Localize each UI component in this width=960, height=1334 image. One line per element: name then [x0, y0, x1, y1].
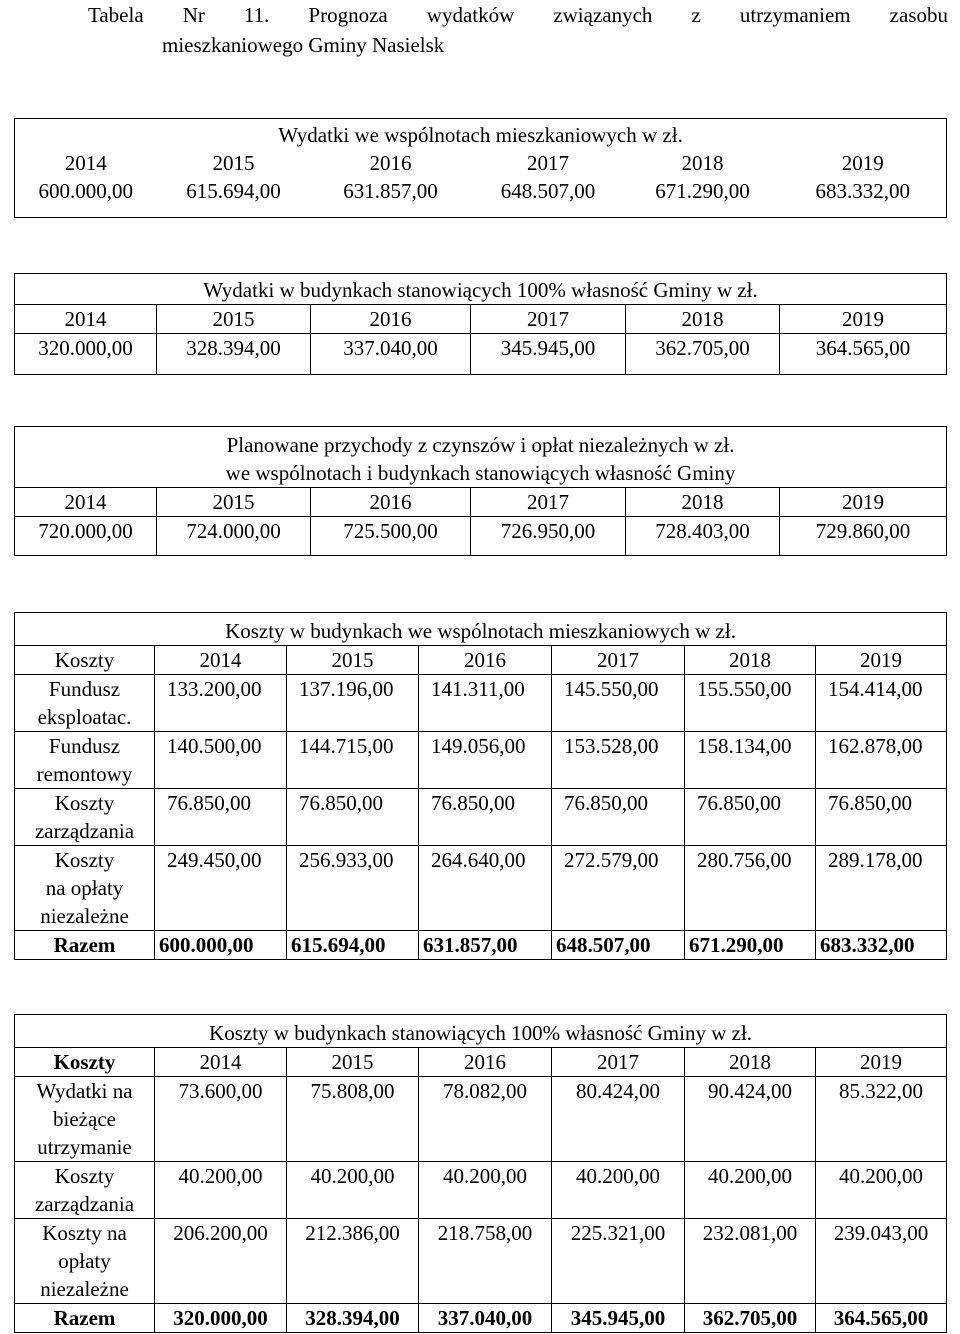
value-cell: 212.386,00 [287, 1219, 419, 1304]
table-row [15, 846, 947, 931]
gmina-buildings-costs-table [14, 1014, 947, 1333]
total-value: 337.040,00 [419, 1304, 552, 1333]
value-cell: 218.758,00 [419, 1219, 552, 1304]
year-cell: 2018 [626, 305, 780, 334]
year-cell: 2014 [15, 305, 157, 334]
value-cell: 78.082,00 [419, 1077, 552, 1162]
value-cell: 133.200,00 [155, 675, 287, 732]
value-cell: 162.878,00 [816, 732, 947, 789]
value-cell: 328.394,00 [157, 334, 311, 375]
value-cell: 726.950,00 [471, 517, 626, 556]
value-cell: 85.322,00 [816, 1077, 947, 1162]
value-cell: 76.850,00 [419, 789, 552, 846]
year-cell: 2015 [157, 305, 311, 334]
value-cell: 149.056,00 [419, 732, 552, 789]
row-label: Wydatki na bieżące utrzymanie [15, 1077, 155, 1162]
total-value: 320.000,00 [155, 1304, 287, 1333]
value-cell: 75.808,00 [287, 1077, 419, 1162]
value-cell: 631.857,00 [311, 177, 471, 218]
value-cell: 364.565,00 [780, 334, 947, 375]
year-cell: 2018 [681, 151, 724, 175]
value-cell: 158.134,00 [685, 732, 816, 789]
value-cell: 76.850,00 [552, 789, 685, 846]
value-cell: 40.200,00 [287, 1162, 419, 1219]
year-cell: 2016 [369, 151, 412, 175]
table-title: Wydatki w budynkach stanowiących 100% własność Gminy w zł. [15, 274, 947, 305]
value-cell: 40.200,00 [552, 1162, 685, 1219]
value-cell: 73.600,00 [155, 1077, 287, 1162]
row-label: Fundusz eksploatac. [15, 675, 155, 732]
total-label: Razem [15, 931, 155, 960]
table-title: Planowane przychody z czynszów i opłat niezależnych w zł. [15, 427, 947, 460]
header-cell: Koszty [15, 646, 155, 675]
caption-line-2: mieszkaniowego Gminy Nasielsk [162, 33, 445, 57]
year-cell: 2017 [471, 488, 626, 517]
value-cell: 729.860,00 [780, 517, 947, 556]
header-cell: 2019 [816, 1048, 947, 1077]
row-label: Koszty na opłaty niezależne [15, 846, 155, 931]
wspolnoty-expenses-table [14, 118, 947, 218]
value-cell: 76.850,00 [155, 789, 287, 846]
table-title: Koszty w budynkach stanowiących 100% własność Gminy w zł. [15, 1015, 947, 1048]
total-value: 362.705,00 [685, 1304, 816, 1333]
value-cell: 76.850,00 [816, 789, 947, 846]
total-value: 364.565,00 [816, 1304, 947, 1333]
value-cell: 76.850,00 [685, 789, 816, 846]
header-cell: 2016 [419, 646, 552, 675]
header-cell: 2019 [816, 646, 947, 675]
year-cell: 2017 [527, 151, 569, 175]
value-cell: 720.000,00 [15, 517, 157, 556]
value-cell: 232.081,00 [685, 1219, 816, 1304]
value-cell: 40.200,00 [155, 1162, 287, 1219]
value-cell: 225.321,00 [552, 1219, 685, 1304]
value-cell: 155.550,00 [685, 675, 816, 732]
table-row [15, 675, 947, 732]
total-value: 615.694,00 [287, 931, 419, 960]
value-cell: 239.043,00 [816, 1219, 947, 1304]
header-cell: 2016 [419, 1048, 552, 1077]
value-cell: 600.000,00 [15, 177, 157, 218]
table-row [15, 1077, 947, 1162]
year-cell: 2017 [471, 305, 626, 334]
value-cell: 264.640,00 [419, 846, 552, 931]
value-cell: 80.424,00 [552, 1077, 685, 1162]
value-cell: 137.196,00 [287, 675, 419, 732]
value-cell: 280.756,00 [685, 846, 816, 931]
value-cell: 728.403,00 [626, 517, 780, 556]
value-cell: 145.550,00 [552, 675, 685, 732]
header-cell: 2017 [552, 646, 685, 675]
value-cell: 90.424,00 [685, 1077, 816, 1162]
value-cell: 144.715,00 [287, 732, 419, 789]
table-subtitle: we wspólnotach i budynkach stanowiących własność Gminy [15, 459, 947, 488]
total-value: 683.332,00 [816, 931, 947, 960]
value-cell: 249.450,00 [155, 846, 287, 931]
year-cell: 2016 [311, 305, 471, 334]
year-cell: 2019 [780, 488, 947, 517]
table-title: Koszty w budynkach we wspólnotach mieszkaniowych w zł. [15, 613, 947, 646]
value-cell: 154.414,00 [816, 675, 947, 732]
year-cell: 2019 [780, 149, 947, 177]
table-caption [88, 0, 948, 60]
value-cell: 648.507,00 [471, 177, 626, 218]
caption-line-1: Tabela Nr 11. Prognoza wydatków związanych z utrzymaniem zasobu [88, 3, 948, 27]
year-cell: 2015 [157, 488, 311, 517]
value-cell: 141.311,00 [419, 675, 552, 732]
table-row [15, 789, 947, 846]
value-cell: 671.290,00 [626, 177, 780, 218]
planned-income-table [14, 426, 947, 556]
header-cell: 2017 [552, 1048, 685, 1077]
year-cell: 2019 [780, 305, 947, 334]
total-value: 631.857,00 [419, 931, 552, 960]
value-cell: 683.332,00 [780, 177, 947, 218]
year-cell: 2014 [15, 488, 157, 517]
total-value: 600.000,00 [155, 931, 287, 960]
wspolnoty-costs-table [14, 612, 947, 960]
row-label: Fundusz remontowy [15, 732, 155, 789]
value-cell: 724.000,00 [157, 517, 311, 556]
value-cell: 40.200,00 [685, 1162, 816, 1219]
year-cell: 2016 [311, 488, 471, 517]
value-cell: 345.945,00 [471, 334, 626, 375]
table-row [15, 732, 947, 789]
value-cell: 289.178,00 [816, 846, 947, 931]
value-cell: 76.850,00 [287, 789, 419, 846]
value-cell: 337.040,00 [311, 334, 471, 375]
value-cell: 362.705,00 [626, 334, 780, 375]
total-label: Razem [15, 1304, 155, 1333]
header-cell: 2014 [155, 1048, 287, 1077]
header-cell: 2015 [287, 646, 419, 675]
value-cell: 40.200,00 [419, 1162, 552, 1219]
total-value: 345.945,00 [552, 1304, 685, 1333]
year-cell: 2018 [626, 488, 780, 517]
value-cell: 206.200,00 [155, 1219, 287, 1304]
table-row [15, 1219, 947, 1304]
value-cell: 256.933,00 [287, 846, 419, 931]
total-value: 328.394,00 [287, 1304, 419, 1333]
total-row [15, 931, 947, 960]
row-label: Koszty zarządzania [15, 789, 155, 846]
row-label: Koszty zarządzania [15, 1162, 155, 1219]
value-cell: 320.000,00 [15, 334, 157, 375]
header-cell: 2015 [287, 1048, 419, 1077]
value-cell: 153.528,00 [552, 732, 685, 789]
year-cell: 2014 [15, 149, 157, 177]
value-cell: 725.500,00 [311, 517, 471, 556]
header-cell: 2018 [685, 1048, 816, 1077]
header-cell: 2018 [685, 646, 816, 675]
year-cell: 2015 [212, 151, 255, 175]
value-cell: 140.500,00 [155, 732, 287, 789]
value-cell: 272.579,00 [552, 846, 685, 931]
value-cell: 40.200,00 [816, 1162, 947, 1219]
gmina-buildings-expenses-table [14, 273, 947, 375]
row-label: Koszty na opłaty niezależne [15, 1219, 155, 1304]
total-row [15, 1304, 947, 1333]
value-cell: 615.694,00 [157, 177, 311, 218]
header-cell: 2014 [155, 646, 287, 675]
total-value: 671.290,00 [685, 931, 816, 960]
header-cell: Koszty [15, 1048, 155, 1077]
table-title: Wydatki we wspólnotach mieszkaniowych w zł. [15, 119, 947, 150]
total-value: 648.507,00 [552, 931, 685, 960]
table-row [15, 1162, 947, 1219]
